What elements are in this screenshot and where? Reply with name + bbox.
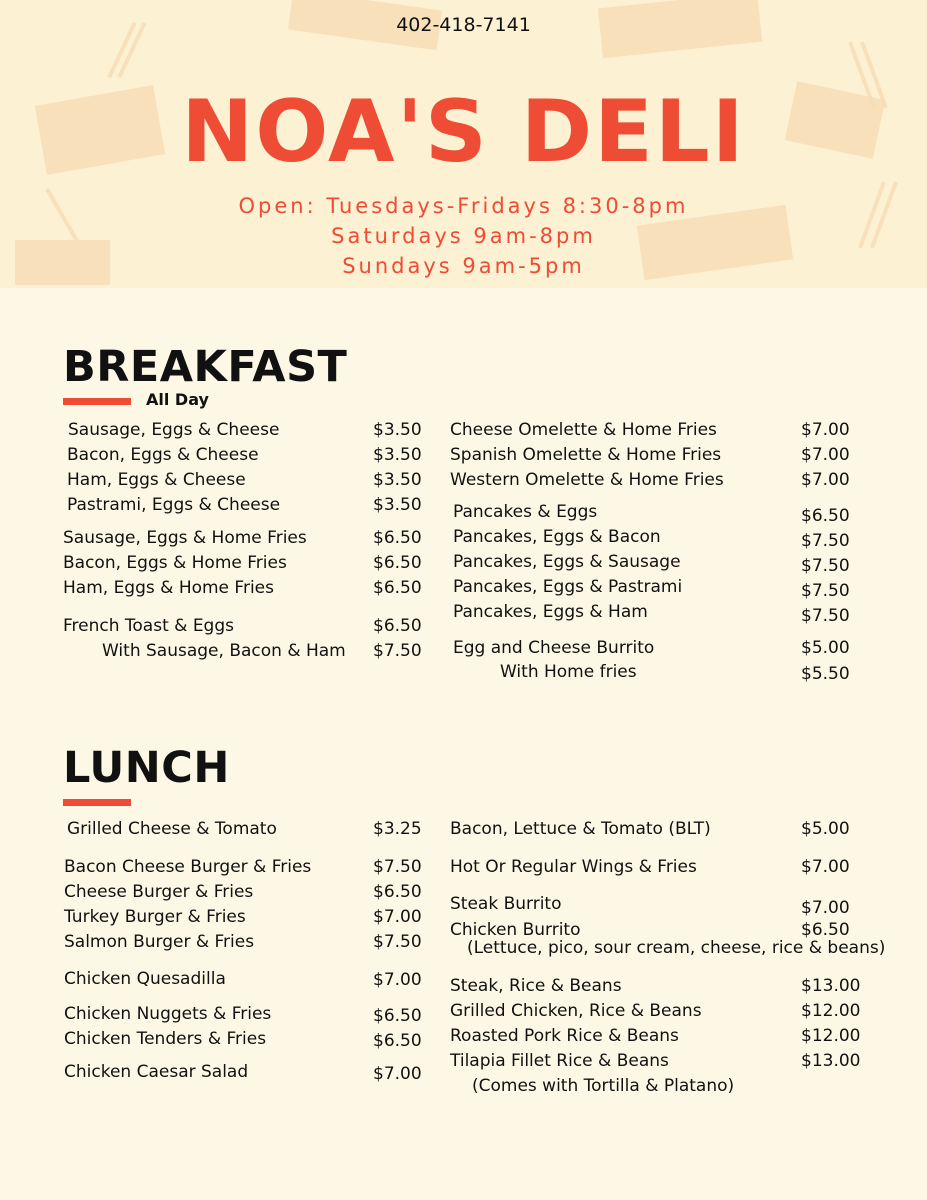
menu-item-name: Grilled Cheese & Tomato xyxy=(67,819,277,839)
menu-item-name: Cheese Omelette & Home Fries xyxy=(450,420,717,440)
menu-item-name: Chicken Nuggets & Fries xyxy=(64,1004,272,1024)
menu-item-price: $13.00 xyxy=(801,1051,861,1071)
menu-item-price: $7.50 xyxy=(801,606,850,626)
menu-item-name: Sausage, Eggs & Home Fries xyxy=(63,528,307,548)
menu-item-price: $3.25 xyxy=(373,819,422,839)
menu-item-price: $6.50 xyxy=(373,616,422,636)
menu-item-price: $6.50 xyxy=(373,882,422,902)
menu-item-name: Bacon, Eggs & Home Fries xyxy=(63,553,287,573)
menu-item-price: $3.50 xyxy=(373,445,422,465)
lunch-underline xyxy=(63,799,131,806)
menu-item-price: $7.50 xyxy=(373,641,422,661)
menu-item-name: Pancakes, Eggs & Sausage xyxy=(453,552,681,572)
menu-item-name: Turkey Burger & Fries xyxy=(64,907,246,927)
menu-item-name: Spanish Omelette & Home Fries xyxy=(450,445,722,465)
restaurant-title: NOA'S DELI xyxy=(181,82,746,182)
menu-item-name: With Sausage, Bacon & Ham xyxy=(102,641,346,661)
menu-item-name: Roasted Pork Rice & Beans xyxy=(450,1026,679,1046)
menu-item-price: $3.50 xyxy=(373,470,422,490)
menu-item-price: $7.00 xyxy=(801,857,850,877)
menu-item-name: Pastrami, Eggs & Cheese xyxy=(67,495,281,515)
menu-item-name: Steak, Rice & Beans xyxy=(450,976,622,996)
menu-item-name: French Toast & Eggs xyxy=(63,616,234,636)
menu-item-note: (Lettuce, pico, sour cream, cheese, rice & beans) xyxy=(467,938,886,958)
menu-item-price: $3.50 xyxy=(373,420,422,440)
menu-item-name: With Home fries xyxy=(500,662,637,682)
menu-item-price: $12.00 xyxy=(801,1026,861,1046)
menu-item-price: $6.50 xyxy=(373,578,422,598)
breakfast-underline xyxy=(63,398,131,405)
menu-item-name: Bacon Cheese Burger & Fries xyxy=(64,857,312,877)
menu-item-name: Ham, Eggs & Cheese xyxy=(67,470,246,490)
menu-item-price: $6.50 xyxy=(373,1006,422,1026)
breakfast-subtitle: All Day xyxy=(146,390,209,409)
menu-item-price: $7.00 xyxy=(373,907,422,927)
menu-item-price: $7.00 xyxy=(801,445,850,465)
breakfast-heading: BREAKFAST xyxy=(63,342,348,392)
menu-item-price: $7.50 xyxy=(373,857,422,877)
menu-item-name: Ham, Eggs & Home Fries xyxy=(63,578,274,598)
menu-item-name: Pancakes, Eggs & Bacon xyxy=(453,527,661,547)
menu-item-price: $6.50 xyxy=(373,1031,422,1051)
menu-item-name: Salmon Burger & Fries xyxy=(64,932,255,952)
menu-item-name: Chicken Burrito xyxy=(450,920,581,940)
menu-item-price: $7.50 xyxy=(801,556,850,576)
menu-item-price: $5.50 xyxy=(801,664,850,684)
menu-item-name: Western Omelette & Home Fries xyxy=(450,470,724,490)
menu-item-name: Chicken Quesadilla xyxy=(64,969,226,989)
menu-item-price: $7.00 xyxy=(801,420,850,440)
menu-item-name: Pancakes & Eggs xyxy=(453,502,598,522)
menu-item-price: $3.50 xyxy=(373,495,422,515)
menu-item-price: $6.50 xyxy=(801,920,850,940)
menu-item-name: Steak Burrito xyxy=(450,894,562,914)
menu-item-name: Chicken Caesar Salad xyxy=(64,1062,249,1082)
menu-item-price: $6.50 xyxy=(373,528,422,548)
menu-item-price: $5.00 xyxy=(801,819,850,839)
menu-item-price: $7.00 xyxy=(801,898,850,918)
menu-item-name: Hot Or Regular Wings & Fries xyxy=(450,857,697,877)
menu-item-price: $7.50 xyxy=(801,581,850,601)
menu-item-name: Pancakes, Eggs & Pastrami xyxy=(453,577,683,597)
menu-item-name: Tilapia Fillet Rice & Beans xyxy=(450,1051,669,1071)
menu-item-note: (Comes with Tortilla & Platano) xyxy=(472,1076,735,1096)
menu-item-price: $5.00 xyxy=(801,638,850,658)
menu-item-price: $6.50 xyxy=(801,506,850,526)
lunch-heading: LUNCH xyxy=(63,743,230,793)
menu-item-price: $6.50 xyxy=(373,553,422,573)
menu-item-name: Pancakes, Eggs & Ham xyxy=(453,602,648,622)
menu-item-name: Cheese Burger & Fries xyxy=(64,882,254,902)
menu-item-price: $7.50 xyxy=(373,932,422,952)
hours-line-3: Sundays 9am-5pm xyxy=(342,254,585,278)
menu-item-price: $7.00 xyxy=(373,1064,422,1084)
phone-number: 402-418-7141 xyxy=(396,14,531,36)
menu-item-name: Bacon, Lettuce & Tomato (BLT) xyxy=(450,819,711,839)
menu-item-price: $7.00 xyxy=(373,970,422,990)
menu-item-name: Egg and Cheese Burrito xyxy=(453,638,655,658)
menu-item-name: Grilled Chicken, Rice & Beans xyxy=(450,1001,702,1021)
menu-item-price: $13.00 xyxy=(801,976,861,996)
menu-item-price: $12.00 xyxy=(801,1001,861,1021)
hours-line-2: Saturdays 9am-8pm xyxy=(331,224,596,248)
menu-item-name: Chicken Tenders & Fries xyxy=(64,1029,267,1049)
menu-item-price: $7.50 xyxy=(801,531,850,551)
menu-item-name: Bacon, Eggs & Cheese xyxy=(67,445,259,465)
menu-item-price: $7.00 xyxy=(801,470,850,490)
hours-line-1: Open: Tuesdays-Fridays 8:30-8pm xyxy=(238,194,689,218)
menu-item-name: Sausage, Eggs & Cheese xyxy=(68,420,280,440)
